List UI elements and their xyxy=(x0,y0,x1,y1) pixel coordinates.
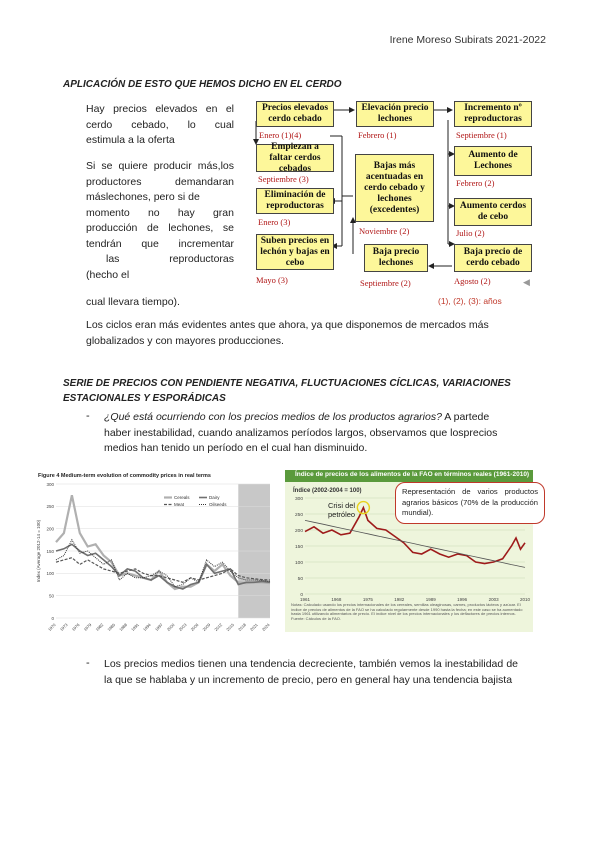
author-header: Irene Moreso Subirats 2021-2022 xyxy=(389,34,546,46)
date-agosto-2: Agosto (2) xyxy=(454,276,491,286)
fig2-x-tick: 1989 xyxy=(425,597,436,602)
bullet-precios-medios: ¿Qué está ocurriendo con los precios medios de los productos agrarios? A partede haber inestabilidad, cuando analizamos períodos largos, observamos que losprecios medios han tenido un período en el cual han disminuido. xyxy=(104,411,498,454)
fig1-legend-cereals: Cereals xyxy=(174,495,190,500)
fig1-y-tick: 100 xyxy=(46,571,54,577)
box-eliminacion-reproductoras: Eliminación de reproductoras xyxy=(256,188,334,214)
fig1-x-tick: 2000 xyxy=(165,622,176,633)
fao-chart-note: Notas: Calculado usando los precios internacionales de los cereales, semillas oleaginosas, carnes, productos lácteos y azúcar. El índice de precios de alimentos de la FAO se ha calculado regularmente desde 1990 hasta la fecha; en este caso se ha aumentado hasta 1961 utilizando alimentarios de precio. El índice nivel de los precios internacionales y los deflactores de precios internos. Fuente: Cálculos de la FAO. xyxy=(291,603,523,621)
date-enero-1-4: Enero (1)(4) xyxy=(259,130,302,140)
date-septiembre-3: Septiembre (3) xyxy=(258,174,309,184)
box-bajas-acentuadas: Bajas más acentuadas en cerdo cebado y lechones (excedentes) xyxy=(355,154,434,222)
fig1-x-tick: 2012 xyxy=(213,622,224,633)
fig2-x-tick: 2003 xyxy=(488,597,499,602)
fig1-legend-oilseeds: Oilseeds xyxy=(209,502,227,507)
box-baja-precio-cerdo-cebado: Baja precio de cerdo cebado xyxy=(454,244,532,272)
fig1-y-tick: 150 xyxy=(46,548,54,554)
fig1-x-tick: 2006 xyxy=(189,622,200,633)
box-precios-elevados-cerdo: Precios elevados cerdo cebado xyxy=(256,101,334,127)
fig2-y-tick: 0 xyxy=(300,592,303,598)
paragraph-ciclos: Los ciclos eran más evidentes antes que ahora, ya que disponemos de mercados más globalizados y con mayores producciones. xyxy=(86,319,489,347)
fig2-x-tick: 2010 xyxy=(519,597,531,602)
fig1-legend-meat: Meat xyxy=(174,502,185,507)
date-septiembre-1: Septiembre (1) xyxy=(456,130,507,140)
box-elevacion-precio-lechones: Elevación precio lechones xyxy=(356,101,434,127)
fig2-x-tick: 1968 xyxy=(331,597,342,602)
paragraph-llevara-tiempo: cual llevara tiempo). xyxy=(86,296,180,308)
box-aumento-cerdos-cebo: Aumento cerdos de cebo xyxy=(454,198,532,226)
fig1-x-tick: 2018 xyxy=(237,622,247,633)
fig1-x-tick: 1988 xyxy=(118,622,129,633)
legend-years: (1), (2), (3): años xyxy=(438,296,502,306)
fig1-x-tick: 2024 xyxy=(260,622,271,633)
fig1-x-tick: 1994 xyxy=(141,622,152,633)
bullet-tendencia-decreciente: Los precios medios tienen una tendencia decreciente, también vemos la inestabilidad de la que se hablaba y un incremento de precio, pero en general hay una tendencia bajista xyxy=(104,658,518,686)
bullet-dash-2: - xyxy=(86,657,90,669)
box-suben-precios-lechon: Suben precios en lechón y bajas en cebo xyxy=(256,234,334,270)
fig2-x-tick: 1982 xyxy=(394,597,405,602)
fig1-y-tick: 0 xyxy=(51,615,54,621)
fig1-x-tick: 2009 xyxy=(201,622,212,633)
box-baja-precio-lechones: Baja precio lechones xyxy=(364,244,428,272)
fig2-x-tick: 1961 xyxy=(299,597,311,602)
fao-chart-title: Índice de precios de los alimentos de la FAO en términos reales (1961-2010) xyxy=(295,471,530,478)
date-noviembre-2: Noviembre (2) xyxy=(359,226,410,236)
fig2-y-tick: 50 xyxy=(297,576,303,582)
fig1-x-tick: 2021 xyxy=(248,622,259,633)
paragraph-producir-mas: Si se quiere producir más,los productores demandaran máslechones, pero si de momento no hay gran producción de lechones, se tendrán que incrementar las reproductoras (hecho el xyxy=(86,160,234,281)
date-febrero-1: Febrero (1) xyxy=(358,130,397,140)
triangle-icon: ◀ xyxy=(523,277,530,287)
figure-commodity-prices xyxy=(34,468,274,634)
fig1-x-tick: 2003 xyxy=(177,622,188,633)
fig2-y-tick: 250 xyxy=(294,512,303,518)
fig2-y-tick: 200 xyxy=(294,528,303,534)
pig-cycle-diagram xyxy=(246,96,540,292)
date-julio-2: Julio (2) xyxy=(456,228,485,238)
fig2-x-tick: 1975 xyxy=(362,597,373,602)
fig1-title: Figure 4 Medium-term evolution of commodity prices in real terms xyxy=(38,473,211,479)
fig1-legend-dairy: Dairy xyxy=(209,495,220,500)
bullet-dash-1: - xyxy=(86,410,90,422)
fig1-x-tick: 1973 xyxy=(58,622,69,633)
box-aumento-lechones: Aumento de Lechones xyxy=(454,146,532,176)
fig2-series-tendencia xyxy=(305,520,525,567)
annotation-crisis-petroleo: Crisi del petróleo xyxy=(328,501,356,519)
section-title-serie-precios: SERIE DE PRECIOS CON PENDIENTE NEGATIVA, FLUCTUACIONES CÍCLICAS, VARIACIONES ESTACIONALES Y ESPORÁDICAS xyxy=(63,378,511,404)
fig1-x-tick: 1979 xyxy=(82,622,93,633)
fig1-x-tick: 2015 xyxy=(225,622,236,633)
fig1-y-tick: 50 xyxy=(48,593,54,599)
chart-commodity-prices xyxy=(34,468,274,634)
date-febrero-2: Febrero (2) xyxy=(456,178,495,188)
fig1-x-tick: 1982 xyxy=(94,622,105,633)
box-incremento-reproductoras: Incremento nº reproductoras xyxy=(454,101,532,127)
fig1-y-tick: 250 xyxy=(46,504,54,510)
fig1-y-tick: 300 xyxy=(46,481,54,487)
section-title-cerdo: APLICACIÓN DE ESTO QUE HEMOS DICHO EN EL CERDO xyxy=(63,79,342,90)
callout-representacion: Representación de varios productos agrarios básicos (70% de la producción mundial). xyxy=(395,482,545,524)
fig2-y-tick: 100 xyxy=(294,560,303,566)
paragraph-precios-elevados: Hay precios elevados en el cerdo cebado, lo cual estimula a la oferta xyxy=(86,103,234,146)
fao-axis-label: Índice (2002-2004 = 100) xyxy=(293,488,362,494)
date-enero-3: Enero (3) xyxy=(258,217,291,227)
fig1-x-tick: 1970 xyxy=(46,622,57,633)
date-septiembre-2: Septiembre (2) xyxy=(360,278,411,288)
fig1-y-tick: 200 xyxy=(46,526,54,532)
fig1-x-tick: 1976 xyxy=(70,622,81,633)
fig1-x-tick: 1991 xyxy=(130,622,140,633)
fig1-x-tick: 1985 xyxy=(106,622,117,633)
fig2-y-tick: 150 xyxy=(294,544,303,550)
box-empiezan-faltar-cerdos: Empiezan a faltar cerdos cebados xyxy=(256,144,334,172)
fig1-y-label: Index (Average 2012-14 = 100) xyxy=(36,519,41,583)
fig2-x-tick: 1996 xyxy=(457,597,468,602)
fig1-x-tick: 1997 xyxy=(153,622,164,633)
fig2-y-tick: 300 xyxy=(294,496,303,502)
date-mayo-3: Mayo (3) xyxy=(256,275,288,285)
fig1-series-cereals xyxy=(56,495,270,589)
